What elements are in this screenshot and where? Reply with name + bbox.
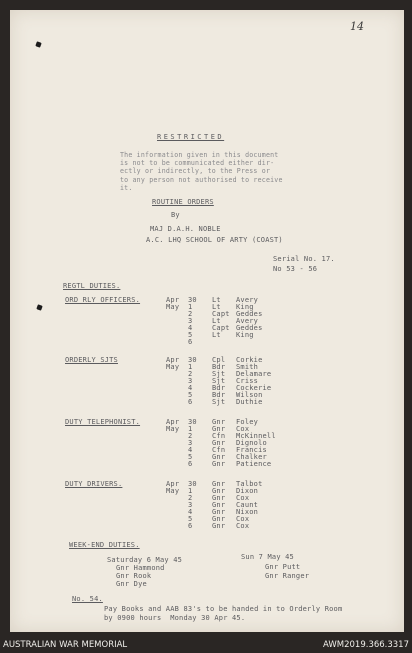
saturday-name: Gnr Rook (116, 572, 152, 580)
footer-accession: AWM2019.366.3317 (323, 640, 409, 650)
roster-rank: Cfn (212, 432, 226, 440)
roster-name: Caunt (236, 501, 259, 509)
roster-name: Cox (236, 494, 250, 502)
weekend-duties-heading: WEEK-END DUTIES. (69, 541, 140, 549)
roster-name: Dignolo (236, 439, 267, 447)
saturday-name: Gnr Hammond (116, 564, 165, 572)
sunday-name: Gnr Putt (265, 563, 301, 571)
sunday-name: Gnr Ranger (265, 572, 310, 580)
roster-day: 5 (188, 453, 193, 461)
section-title: DUTY TELEPHONIST. (65, 418, 141, 426)
roster-rank: Sjt (212, 398, 226, 406)
roster-name: Delamare (236, 370, 272, 378)
roster-rank: Gnr (212, 425, 226, 433)
roster-name: Avery (236, 296, 259, 304)
roster-day: 1 (188, 303, 193, 311)
roster-name: Smith (236, 363, 259, 371)
roster-day: 6 (188, 460, 193, 468)
roster-day: 30 (188, 296, 197, 304)
section-title: ORDERLY SJTS (65, 356, 118, 364)
roster-rank: Lt (212, 296, 221, 304)
roster-name: Talbot (236, 480, 263, 488)
saturday-name: Gnr Dye (116, 580, 147, 588)
footer-bar (0, 638, 412, 653)
roster-rank: Lt (212, 317, 221, 325)
roster-name: Geddes (236, 310, 263, 318)
routine-commander: MAJ D.A.H. NOBLE (150, 225, 221, 233)
routine-by: By (171, 211, 180, 219)
roster-name: King (236, 331, 254, 339)
restricted-title: RESTRICTED (157, 133, 225, 141)
roster-month: May (166, 363, 180, 371)
footer-credit: AUSTRALIAN WAR MEMORIAL (3, 640, 128, 650)
roster-name: Foley (236, 418, 259, 426)
roster-day: 4 (188, 324, 193, 332)
roster-day: 3 (188, 377, 193, 385)
roster-rank: Sjt (212, 377, 226, 385)
roster-month: Apr (166, 356, 180, 364)
roster-rank: Cpl (212, 356, 226, 364)
roster-day: 5 (188, 331, 193, 339)
roster-name: Dixon (236, 487, 259, 495)
roster-day: 30 (188, 356, 197, 364)
roster-month: May (166, 487, 180, 495)
roster-name: Duthie (236, 398, 263, 406)
roster-day: 1 (188, 487, 193, 495)
roster-rank: Lt (212, 331, 221, 339)
roster-month: May (166, 425, 180, 433)
roster-name: Cox (236, 425, 250, 433)
roster-month: Apr (166, 480, 180, 488)
roster-month: May (166, 303, 180, 311)
roster-day: 3 (188, 439, 193, 447)
roster-rank: Sjt (212, 370, 226, 378)
roster-name: Cockerie (236, 384, 272, 392)
serial-number: Serial No. 17. (273, 255, 335, 263)
regtl-duties-heading: REGTL DUTIES. (63, 282, 121, 290)
roster-day: 30 (188, 480, 197, 488)
roster-day: 4 (188, 508, 193, 516)
routine-unit: A.C. LHQ SCHOOL OF ARTY (COAST) (146, 236, 283, 244)
roster-day: 2 (188, 310, 193, 318)
sunday-heading: Sun 7 May 45 (241, 553, 294, 561)
roster-name: Wilson (236, 391, 263, 399)
roster-day: 3 (188, 317, 193, 325)
roster-day: 2 (188, 370, 193, 378)
roster-name: Chalker (236, 453, 267, 461)
roster-name: Nixon (236, 508, 259, 516)
section-title: ORD RLY OFFICERS. (65, 296, 141, 304)
roster-rank: Gnr (212, 487, 226, 495)
serial-range: No 53 - 56 (273, 265, 318, 273)
roster-day: 4 (188, 446, 193, 454)
roster-name: McKinnell (236, 432, 276, 440)
roster-rank: Gnr (212, 501, 226, 509)
roster-rank: Gnr (212, 480, 226, 488)
roster-name: Geddes (236, 324, 263, 332)
roster-rank: Gnr (212, 460, 226, 468)
roster-rank: Bdr (212, 363, 226, 371)
roster-day: 6 (188, 338, 193, 346)
roster-day: 3 (188, 501, 193, 509)
restricted-notice: The information given in this document is not to be communicated either dir- ectly or indirectly, to the Press or to any person not authorised to receive it. (120, 151, 283, 192)
roster-rank: Gnr (212, 515, 226, 523)
roster-rank: Bdr (212, 391, 226, 399)
order-54-line2: by 0900 hours Monday 30 Apr 45. (104, 614, 246, 622)
roster-rank: Capt (212, 310, 230, 318)
roster-rank: Lt (212, 303, 221, 311)
roster-day: 5 (188, 391, 193, 399)
roster-day: 6 (188, 398, 193, 406)
roster-month: Apr (166, 418, 180, 426)
section-title: DUTY DRIVERS. (65, 480, 123, 488)
roster-rank: Gnr (212, 508, 226, 516)
roster-rank: Bdr (212, 384, 226, 392)
roster-day: 2 (188, 494, 193, 502)
roster-name: Patience (236, 460, 272, 468)
roster-rank: Capt (212, 324, 230, 332)
routine-orders-title: ROUTINE ORDERS (152, 198, 214, 206)
roster-rank: Gnr (212, 494, 226, 502)
order-54-number: No. 54. (72, 595, 103, 603)
roster-rank: Cfn (212, 446, 226, 454)
order-54-line1: Pay Books and AAB 83's to be handed in to Orderly Room (104, 605, 343, 613)
roster-day: 2 (188, 432, 193, 440)
roster-day: 1 (188, 425, 193, 433)
roster-day: 1 (188, 363, 193, 371)
saturday-heading: Saturday 6 May 45 (107, 556, 183, 564)
roster-name: Cox (236, 515, 250, 523)
roster-name: Criss (236, 377, 259, 385)
roster-day: 4 (188, 384, 193, 392)
roster-name: Francis (236, 446, 267, 454)
roster-month: Apr (166, 296, 180, 304)
roster-day: 30 (188, 418, 197, 426)
document-page (10, 10, 404, 632)
roster-rank: Gnr (212, 453, 226, 461)
roster-rank: Gnr (212, 418, 226, 426)
roster-day: 5 (188, 515, 193, 523)
roster-name: Cox (236, 522, 250, 530)
roster-name: King (236, 303, 254, 311)
roster-name: Corkie (236, 356, 263, 364)
roster-rank: Gnr (212, 522, 226, 530)
roster-rank: Gnr (212, 439, 226, 447)
roster-day: 6 (188, 522, 193, 530)
roster-name: Avery (236, 317, 259, 325)
page-number: 14 (350, 20, 364, 33)
